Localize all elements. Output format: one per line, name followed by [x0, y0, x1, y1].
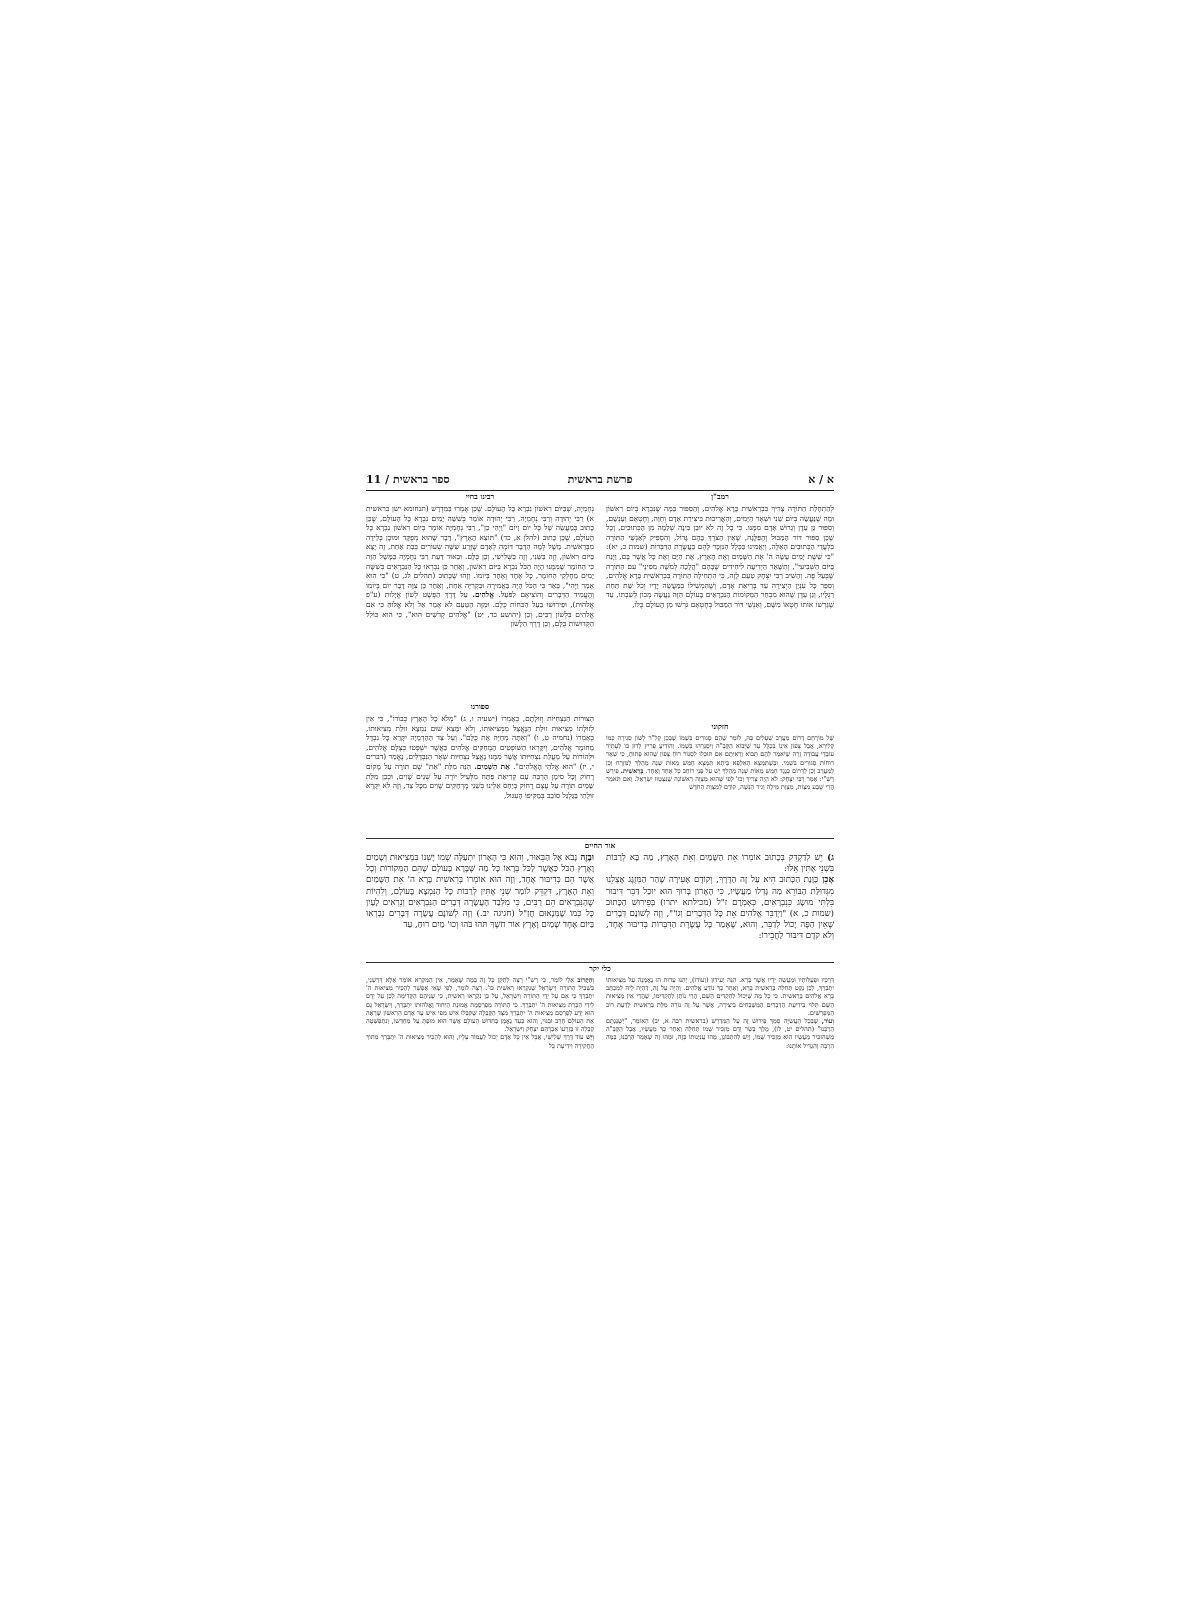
rabbeinu-bachya-title: רבינו בחיי — [465, 492, 495, 501]
sforno-text: הַצּוּרוֹת הַנִּצְחִיּוֹת וְזוּלָתָם, כְּאָמְרוֹ (ישעיה ו, ג) "מְלֹא כָל הָאָרֶץ כְּבוֹדוֹ", כִּי אֵין לְזוּלָתוֹ מְצִיאוּת זוּלַת הַנֶּאֱצָל מִמְּצִיאוּתוֹ, וְלֹא יִמָּצֵא שׁוּם נִמְצָא זוּלַת מְצִיאוּתוֹ, כְּאָמְרוֹ (נחמיה ט, ו) "וְאַתָּה מְחַיֶּה אֶת כֻּלָּם". וְעַל צַד הַהַדְמָיָה יִקָּרֵא כָּל נִבְדָּל מֵחוֹמֶר אֱלֹהִים, וְיִקָּרְאוּ הַשּׁוֹפְטִים הַמְחַקִּים אֱלֹהִים כַּאֲשֶׁר יִשְׁפְּטוּ בְּצֶלֶם אֱלֹהִים, וּלְהוֹרוֹת עַל מַעֲלַת נִצְחִיּוּתוֹ אֲשֶׁר מִמֶּנּוּ נֶאֱצַל נִצְחִיּוּת שְׁאָר הַנִּבְדָּלִים, נֶאֱמַר (דברים י, יז) "הוּא אֱלֹהֵי הָאֱלֹהִים". אֵת הַשָּׁמַיִם. הִנֵּה מִלַּת "אֵת" שֶׁם תּוֹרָה עַל מָקוֹם רָחוֹק וְכָל סִימָן הַרְבֵּה עַם קְרִיאַת פַּתַּח מִלְּעֵיל יוֹרֶה עַל שְׁנֵים שָׁוִים, וּכְכֵן מִלַּת שָׁמַיִם תּוֹרָה עַל עֶצֶם רָחוֹק בְּיַחַס אֵלֵינוּ בְּשֵׁנִי מֶרְחַקִּים שָׁוִים מִכָּל צַד, וְזֶה לֹא יִקָּרֵא זוּלָתִי בַּגַּלְגַּל סוֹבֵב בְּמַקִּיפוֹ הָעִגּוּל, — [366, 714, 594, 800]
kli-yakar-right — [606, 976, 834, 1126]
divider-rule — [366, 838, 834, 839]
or-hachaim-left-text: וּבָזֶה נָבֹא אֶל הַבֵּאוּר, וְהוּא כִּי הָאָרוֹן יִתְעַלֶּה שְׁמוֹ יֶשְׁנוֹ בִּמְצִיאוּת וְשָׁמַיִם וָאָרֶץ הַכֹּל כַּאֲשֶׁר לַכֹּל בְּרָאוֹ כָּל מַה שֶּׁבָּרָא בָּעוֹלָם שֶׁהֵם הַמְּקוֹרוֹת וְכָל אֲשֶׁר הֵם כְּדִיבּוּר אֶחָד, וְזֶה הוּא אוֹמְרוֹ בְּרֵאשִׁית בָּרָא ה' אֵת הַשָּׁמַיִם וְאֵת הָאָרֶץ, דִּקְדֵּק לוֹמַר שְׁנֵי אֶתִּין לְרַבּוֹת כָּל הַנִּמְצָא בָּעוֹלָם, וְלִהְיוֹת שֶׁהַנִּבְרָאִים הֵם רַבִּים, כִּי מִלְּבַד הָעֲשָׂרָה דְּבָרִים הַנִּבְרָאִים וְנִרְאִים לָעַיִן כָּל כְּמוֹ שֶׁמְּנָאוּם חֲזַ"ל (חגיגה יב.) וְזֶה לְשׁוֹנָם עֲשָׂרָה דְּבָרִים נִבְרְאוּ בַּיּוֹם אֶחָד שָׁמַיִם וָאָרֶץ אוֹר חֹשֶׁךְ תֹּהוּ בֹּהוּ וְכוּ' מַיִם רוּחַ, עַד — [366, 853, 594, 931]
rabbeinu-bachya-lead: אֱלֹהִים. — [472, 590, 494, 600]
book-page — [366, 465, 834, 1145]
or-hachaim-left — [366, 853, 594, 959]
rabbeinu-bachya-text: נְחֶמְיָה, שֶׁבַּיּוֹם רִאשׁוֹן נִבְרָא כָּל הָעוֹלָם. שֶׁכֵּן אָמְרוּ בַּמִּדְרָשׁ (תנחומא ישן בראשית א) רַבִּי יְהוּדָה וְרַבִּי נְחֶמְיָה, רַבִּי יְהוּדָה אוֹמֵר בְּשִׁשָּׁה יָמִים נִבְרָא כָּל הָעוֹלָם, שֶׁכֵּן כָּתוּב בְּמַעֲשֵׂה שֶׁל כָּל יוֹם וָיוֹם "וַיְהִי כֵן", רַבִּי נְחֶמְיָה אוֹמֵר בְּיוֹם רִאשׁוֹן נִבְרָא כָּל הָעוֹלָם, שֶׁכֵּן כָּתוּב (להלן א, כד) "תּוֹצֵא הָאָרֶץ", דָּבָר שֶׁהוּא מְפֻקָּד וּמוּכָן בְּלֵידָה מִבְּרֵאשִׁית. מָשָׁל לְמָה הַדָּבָר דּוֹמֶה לְאָדָם שֶׁזָּרַע שִׁשָּׁה שְׂעוֹרִים בְּבַת אַחַת, זֶה יָצָא בַּיּוֹם רִאשׁוֹן, וְזֶה בַּשֵּׁנִי, וְזֶה בַּשְּׁלִישִׁי, וְכֵן כֻּלָּם. וּבֵאוּר דַּעַת רַבִּי נְחֶמְיָה בַּמָּשָׁל הַזֶּה כִּי הַחוֹמֶר שֶׁמִּמֶּנּוּ הָיָה הַכֹּל נִבְרָא בַּיּוֹם רִאשׁוֹן, וְאַחַר כֵּן נִבְרְאוּ כָּל הַנִּבְרָאִים בְּשִׁשָּׁה יָמִים מֵחֶלְקֵי הַחוֹמֶר, כָּל אֶחָד וְאֶחָד בְּיוֹמוֹ. וְזֶהוּ שֶׁכָּתוּב (תהלים לג, ט) "כִּי הוּא אָמַר וַיֶּהִי", בֵּאֵר כִּי הַכֹּל הָיָה בַּאֲמִירָה וּבִקְרִיָּה אַחַת, וְאַחַר כֵּן צִוָּה דָּבָר יוֹם בְּיוֹמוֹ וְהֶעֱמִיד הַדְּבָרִים וְהוֹצִיאָם לַפֹּעַל. אֱלֹהִים. עַל דֶּרֶךְ הַפְּשָׁט לְשׁוֹן אֱיָלוּת (ע"פ אֱלֹהוּת), וּפֵירוּשׁוֹ בַּעַל הַכֹּחוֹת כֻּלָּם. וּמִזֶּה הַטַּעַם לֹא אָמַר אֵל וְלֹא אֱלוֹהַּ כִּי אִם אֱלֹהִים בִּלְשׁוֹן רַבִּים, וְכֵן (יהושע כד, יט) "אֱלֹהִים קְדֹשִׁים הוּא", כִּי הוּא כּוֹלֵל הַקְּדוּשׁוֹת כֻּלָּם, וְכֵן דֶּרֶךְ הַלָּשׁוֹן — [366, 504, 594, 629]
ramban-text: לְהַתְחָלַת הַתּוֹרָה צָרִיךְ בִּבְרֵאשִׁית בָּרָא אֱלֹהִים, וְהַסִּפּוּר בַּמֶּה שֶׁנִּבְרָא בְּיוֹם רִאשׁוֹן וּמֶה שֶׁנַּעֲשָׂה בְּיוֹם שֵׁנִי וּשְׁאָר הַיָּמִים, וְהַאֲרִיכוּת בִּיצִירַת אָדָם וְחַוָּה, וְחֶטְאָם וְעָנְשָׁם, וְסִפּוּר גַּן עֵדֶן וְגֵרוּשׁ אָדָם מִמֶּנּוּ. כִּי כָל זֶה לֹא יוּבַן בִּינָה שְׁלֵמָה מִן הַכְּתוּבִים, וְכָל שֶׁכֵּן סִפּוּר דּוֹר הַמַּבּוּל וְהַפַּלָּגָה, שֶׁאֵין הַצֹּרֶךְ בָּהֶם גָּדוֹל, וְהִסְפִּיק לְאַנְשֵׁי הַתּוֹרָה בִּלְעֲדֵי הַכְּתוּבִים הָאֵלֶּה, וְיַאֲמִינוּ בַּכְּלָל הַנִּזְכָּר לָהֶם בַּעֲשֶׂרֶת הַדִּבְּרוֹת (שמות כ, יא): "כִּי שֵׁשֶׁת יָמִים עָשָׂה ה' אֶת הַשָּׁמַיִם וְאֶת הָאָרֶץ, אֶת הַיָּם וְאֶת כָּל אֲשֶׁר בָּם, וַיָּנַח בַּיּוֹם הַשְּׁבִיעִי", וְתִשָּׁאֵר הַיְדִיעָה לִיחִידִים שֶׁבָּהֶם "הֲלָכָה לְמֹשֶׁה מִסִּינַי" עִם הַתּוֹרָה שֶׁבְּעַל פֶּה. וְהֵשִׁיב רַבִּי יִצְחָק טַעַם לָזֶה, כִּי הִתְחִילָה הַתּוֹרָה בִּבְרֵאשִׁית בָּרָא אֱלֹהִים, וְסִפֵּר כָּל עִנְיַן הַיְצִירָה עַד בְּרִיאַת אָדָם, וְשֶׁהִמְשִׁילוֹ בְּמַעֲשֵׂה יָדָיו וְכֹל שַׁת תַּחַת רַגְלָיו, וְגַן עֵדֶן שֶׁהוּא מִבְחַר הַמְּקוֹמוֹת הַנִּבְרָאִים בָּעוֹלָם הַזֶּה נַעֲשָׂה מְכוֹן לְשִׁבְתּוֹ, עַד שֶׁגֵּרְשׁוֹ אוֹתוֹ חֶטְאוֹ מִשָּׁם, וְאַנְשֵׁי דּוֹר הַמַּבּוּל בְּחֶטְאָם גֹּרְשׁוּ מִן הָעוֹלָם כֻּלּוֹ, — [606, 504, 834, 609]
chapter-verse-ref: א / א — [808, 473, 834, 486]
kli-yakar-title: כלי יקר — [589, 964, 611, 973]
or-hachaim-title: אור החיים — [584, 841, 616, 850]
book-title-page-number: ספר בראשית / 11 — [366, 473, 450, 486]
kli-yakar-left-text: וְהַקָּרוֹב אֵלַי לוֹמַר, כִּי רַשִׁ"י רָצָה לְתַקֵּן כָּל זֶה בַּמֶּה שֶּׁאָמַר, אֵין הַמִּקְרָא אוֹמֵר אֶלָּא דָּרְשֵׁנִי, בִּשְׁבִיל הַתּוֹרָה וְיִשְׂרָאֵל שֶׁנִּקְרְאוּ רֵאשִׁית כּוּ'. רָצָה לוֹמַר, לְפִי שֶׁאִי אֶפְשָׁר לְהַכִּיר מְצִיאוּת ה' יִתְבָּרַךְ כִּי אִם עַל יְדֵי הַתּוֹרָה וְיִשְׂרָאֵל, עַל כֵּן נִקְרְאוּ רֵאשִׁית, כִּי שְׁנֵיהֶם הַקְּדִימָה לָכֵן עַל יָדָם לִידֵי הַכָּרַת מְצִיאוּת ה' יִתְבָּרַךְ. כִּי הַתּוֹרָה מְפַרְסֶמֶת אֱמוּנַת הַיִּחוּד וֶאֱלֹהוּתוֹ יִתְבָּרַךְ, וְיִשְׂרָאֵל גַּם הוּא יָדַע לְפַרְסֵם מְצִיאוּת ה' יִתְבָּרַךְ מִצַּד הַקַּבָּלָה שֶׁקִּבְּלוּ אִישׁ מִפִּי אִישׁ עַד אָדָם הָרִאשׁוֹן שֶׁרָאָה אֶת הָעוֹלָם חָרֵב וּבְנוּי, וְהוּא כְּעֵד נֶאֱמָן בְּחִדּוּשׁ הָעוֹלָם אֲשֶׁר הוּא מוּפְתָּ עַל מְחַדְּשׁוֹ, וְנִתְפַּשְּׁטָה קַבָּלָה זוֹ בְּזַרְעוֹ אַבְרָהָם יִצְחָק וְיִשְׂרָאֵל. וְיֵשׁ עוֹד דֶּרֶךְ שְׁלִישִׁי, אֲבָל אֵין כָּל אָדָם יָכוֹל לַעֲמוֹד עָלָיו, וְהוּא לְהַכִּיר מְצִיאוּת ה' יִתְבָּרַךְ מִתּוֹךְ הַחֲקִירָה וִידִיעַת כָּל — [366, 976, 594, 1050]
chizkuni-lead: בְּרֵאשִׁית. — [620, 766, 644, 775]
ramban-title: רמב"ן — [711, 492, 729, 501]
kli-yakar-left — [366, 976, 594, 1136]
divider-rule-2 — [366, 962, 834, 963]
ramban-section — [606, 492, 834, 720]
sforno-lead: אֵת הַשָּׁמַיִם. — [474, 761, 510, 771]
sforno-section — [366, 702, 594, 839]
parasha-title: פרשת בראשית — [567, 473, 633, 486]
or-hachaim-right — [606, 853, 834, 959]
rabbeinu-bachya-section — [366, 492, 594, 700]
chizkuni-text: שֶׁל מוֹרְחָם דָּרוֹם מַעֲרָב שְׁעָלִים בָּהּ, לוֹמַר שֶׁהֵם סְגוּרִים בִּשְׁמוֹ שֶׁבְּכָן קָלִ"ר לָשׁוֹן סְגִירָה כְּמוֹ קְלִירָא, אֲבָל צָפוֹן אֵינוֹ בִּכְלָל עַד שֶׁיָּבוֹא הַקָּבָּ"ה וְיִסְגְּרֵהוּ בִּשְׁמוֹ. וְהוֹדִיעַ פָּרִיץ לְדוּן בּוֹ לְעָתִיד עוֹבְדֵי עֲבוֹדָה זָרָה שֶׁיֹּאמַר לָהֶם תָּבוֹא וְרָאִיתֶם אִם תּוּכְלוּ לִסְגּוֹר רוּחַ צָפוֹן שֶׁהוּא פָּתוּחַ, כִּי שְׁאָר רוּחוֹת סְגוּרִים בִּשְׁמִי. וּבְשֶׁתִּמְצָא הָאַלְפָּא בֵּיתָא תִּמְצָא חָמֵשׁ מֵאוֹת שָׁנָה מֵהַלָּךְ לַמִּזְרָח וְכֵן לַמַּעֲרָב וְכֵן לַדָּרוֹם כְּנֶגֶד חָמֵשׁ מֵאוֹת שָׁנָה מֵהַלָּךְ יֵשׁ עַל פְּנֵי רוֹחַב כָּל אֶחָד וְאֶחָד. בְּרֵאשִׁית. פֵּירֵשׁ רַשִׁ"י: אָמַר רַבִּי יִצְחָק: לֹא הָיָה צָרִיךְ וְכוּ' לְפִי שֶׁהוּא מִצְוָה רִאשׁוֹנָה שֶׁנִּצְטַוּוּ יִשְׂרָאֵל. וְאִם תֹּאמַר הֲרֵי שֶׁבַע מִצְוֹת, מִצְוַת מִילָה וְגִיד הַנָּשֶׁה, קוֹדֶם לְמִצְוַת הַחֹדֶשׁ — [606, 734, 834, 792]
or-hachaim-right-text: ג) יֵשׁ לְדַקְדֵּק בְּכָתוּב אוֹמְרוֹ אֵת הַשָּׁמַיִם וְאֵת הָאָרֶץ, מַה בָּא לְרַבּוֹת בִּשְׁנֵי אֶתִּין אֵלּוּ: אָכֵן כַּוָּנַת הַכָּתוּב הִיא עַל זֶה הַדֶּרֶךְ, וְקוֹדֶם אָעִירָה שֶׁהַר הַמְּזֻגָּג אֶצְלֵנוּ מִגְּדוּלַּת הַבּוֹרֵא מַה גָּדְלוּ מַעֲשָׂיו, כִּי הָאָרוֹן בָּרוּךְ הוּא יוּכַל דַּבֵּר דִּיבּוּר בִּלְתִּי מוּשָׂג כִּנִבְרָאִים, כְּאָמְרָם ז"ל (מכילתא יתרו) בְּפֵירוּשׁ הַכָּתוּב (שמות כ, א) "וַיְדַבֵּר אֱלֹהִים אֵת כָּל הַדְּבָרִים וְגוֹ'", וְזֶה לְשׁוֹנָם דְּבָרִים שֶׁאֵין הַפֶּה יָכוֹל לְדַבֵּר, וְהוּא, שֶׁאָמַר כָּל עֲשֶׂרֶת הַדִּבְּרוֹת בְּדִיבּוּר אֶחָד, וְלֹא קֹדֶם דִּיבּוּר לַחֲבֵירוֹ: — [606, 853, 834, 942]
chizkuni-title: חזקוני — [711, 722, 729, 731]
chizkuni-section — [606, 722, 834, 839]
kli-yakar-right-text: דְּרָכָיו וּפְעֻלּוֹתָיו וּמַעֲשֵׂה יָדָיו אֲשֶׁר בָּרָא. הִנֵּה יְעִידוּן (וְעוֹדוֹ), יְהִנּוּ עֵדוּת הוּ נֶאֱמָנָה עַל מְצִיאוּתוֹ יִתְבָּרַךְ, לָכֵן נָקַט תְּחִלָּה בְּרֵאשִׁית בָּרָא, וְאַחַר כָּךְ נוֹדַע אֱלֹהִים. וְהָיָה עַל זֶה, דְּהָיָה לֵיהּ לְמִכְתַּב בָּרָא אֱלֹהִים בְּרֵאשִׁית. כִּי כָל מַה שֶּׁיָּכוֹל לְהַקְדִּים הַשֵּׁם, הֲרֵי נוֹתֵן לְהַקְדִּימוֹ, שֶׁהֲרֵי אֵין מְצִיאוּת הַשֵּׁם תָּלוּי בִּידִיעַת הַדְּבָרִים הַמְּשֻׁבָּחִים בִּיצִירָה, אֲשֶׁר עַל זֶה נוֹרָה מִלַּת בְּרֵאשִׁית לְדַעַת רוֹב הַמְּפָרְשִׁים. וְעוֹד, שֶׁבְּכָל הָעֲשִׂיָּה סָמַךְ פֵּירוּשׁ זֶה עַל הַמִּדְרָשׁ (בראשית רבה א, יב) הָאוֹמֵר, "יְשַׁנַּנְתָּם הַרְבֵּנוּ" (תהלים יט, לו), מֶלֶךְ בָּשָׂר וָדָם מַזְכִּיר שְׁמוֹ תְּחִלָּה וְאַחַר כָּךְ מַעֲשָׂיו, אֲבָל הַקָּבָּ"ה מַשְׁהוּכִּיר מַעֲשָׂיו הוּא מַזְכִּיר שְׁמוֹ, וְיֵשׁ לְהִתְבּוֹנֵן, מַהוּ עֲנִיַּנוּתוֹ בָּזֶה, וּמַהוּ זֶה שֶׁאָמַר הַרְבֵּנוּ, בַּמֶּה הִרְבָּה וְהִגְדִּיל אוֹתָנוּ: — [606, 976, 834, 1050]
running-header — [366, 465, 834, 491]
sforno-title: ספורנו — [470, 702, 490, 711]
